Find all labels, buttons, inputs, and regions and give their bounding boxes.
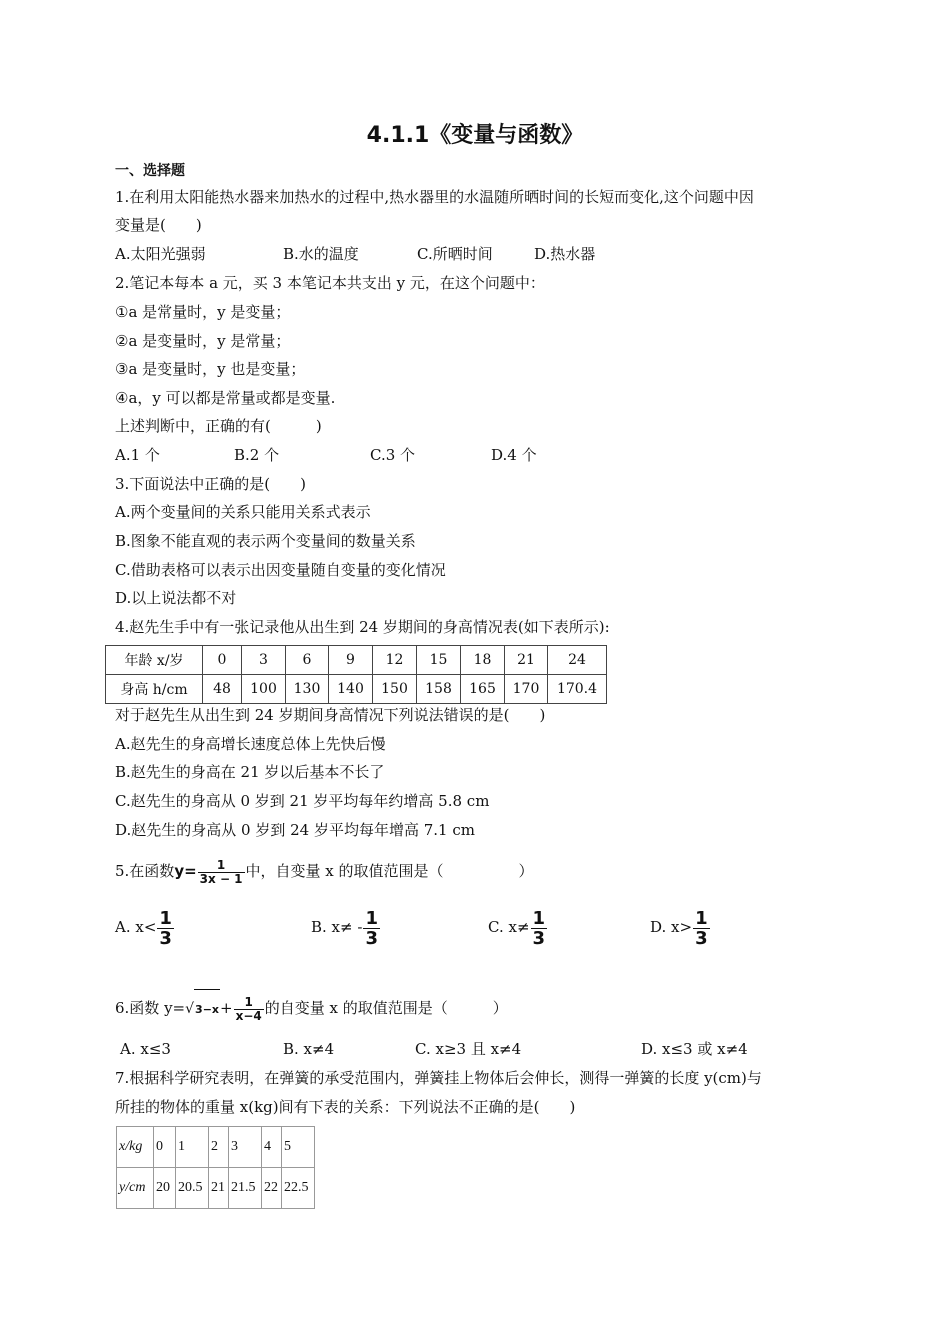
q2-item-2: ②a 是变量时，y 是常量；	[115, 332, 291, 350]
sqrt-icon: √	[185, 1001, 195, 1017]
table-cell: 48	[203, 675, 242, 704]
table-cell: 21	[505, 646, 548, 675]
q2-option-d: D.4 个	[491, 446, 537, 464]
table-header-cell: y/cm	[117, 1168, 154, 1209]
one-third-fraction: $\frac{1}{3}$	[159, 907, 172, 949]
one-third-fraction: $\frac{1}{3}$	[695, 907, 708, 949]
table-cell: 1	[176, 1127, 209, 1168]
table-cell: 15	[417, 646, 461, 675]
table-row	[106, 675, 607, 704]
q4-option-b: B.赵先生的身高在 21 岁以后基本不长了	[115, 763, 385, 781]
table-cell: 12	[373, 646, 417, 675]
q7-stem-line2: 所挂的物体的重量 x(kg)间有下表的关系：下列说法不正确的是( )	[115, 1098, 576, 1116]
q1-option-b: B.水的温度	[283, 245, 359, 263]
table-cell: 130	[286, 675, 329, 704]
height-table	[105, 645, 607, 704]
q5-function-fraction: $\frac{1}{3x - 1}$	[199, 857, 243, 886]
q2-option-b: B.2 个	[234, 446, 280, 464]
table-header-cell: 年龄 x/岁	[106, 646, 203, 675]
table-row	[117, 1127, 315, 1168]
section-heading: 一、选择题	[115, 163, 185, 179]
q5-stem	[115, 852, 534, 890]
table-cell: 24	[548, 646, 607, 675]
q2-item-4: ④a，y 可以都是常量或都是变量.	[115, 389, 336, 407]
table-row	[106, 646, 607, 675]
table-cell: 21.5	[229, 1168, 262, 1209]
one-third-fraction: $\frac{1}{3}$	[532, 907, 546, 949]
table-cell: 2	[209, 1127, 229, 1168]
table-cell: 21	[209, 1168, 229, 1209]
table-cell: 158	[417, 675, 461, 704]
q1-option-a: A.太阳光强弱	[115, 245, 206, 263]
spring-table	[116, 1126, 315, 1209]
q6-option-b: B. x≠4	[283, 1040, 335, 1058]
q6-suffix: 的自变量 x 的取值范围是（ ）	[264, 999, 508, 1017]
table-cell: 3	[229, 1127, 262, 1168]
q2-item-3: ③a 是变量时，y 也是变量；	[115, 360, 306, 378]
table-cell: 0	[154, 1127, 176, 1168]
q3-option-b: B.图象不能直观的表示两个变量间的数量关系	[115, 532, 416, 550]
q5-option-a: A. x< $\frac{1}{3}$	[115, 907, 172, 949]
q6-option-a: A. x≤3	[120, 1040, 171, 1058]
q1-stem-line2: 变量是( )	[115, 216, 202, 234]
q2-option-c: C.3 个	[370, 446, 416, 464]
q5-option-c: C. x≠ $\frac{1}{3}$	[488, 907, 546, 949]
q5-option-d: D. x> $\frac{1}{3}$	[650, 907, 708, 949]
table-cell: 18	[461, 646, 505, 675]
q6-prefix: 6.函数 y=	[115, 999, 186, 1017]
q1-option-d: D.热水器	[534, 245, 596, 263]
q6-fraction: $\frac{1}{x-4}$	[235, 994, 262, 1023]
table-header-cell: x/kg	[117, 1127, 154, 1168]
q4-option-a: A.赵先生的身高增长速度总体上先快后慢	[115, 735, 386, 753]
q4-question: 对于赵先生从出生到 24 岁期间身高情况下列说法错误的是( )	[115, 706, 546, 724]
q7-stem-line1: 7.根据科学研究表明，在弹簧的承受范围内，弹簧挂上物体后会伸长，测得一弹簧的长度 y(cm)与	[115, 1069, 762, 1087]
q2-item-1: ①a 是常量时，y 是变量；	[115, 303, 291, 321]
q2-option-a: A.1 个	[115, 446, 160, 464]
q6-option-c: C. x≥3 且 x≠4	[415, 1040, 522, 1058]
q6-sqrt-arg: 3−x	[194, 989, 220, 1030]
table-header-cell: 身高 h/cm	[106, 675, 203, 704]
q3-option-d: D.以上说法都不对	[115, 589, 237, 607]
table-cell: 100	[242, 675, 286, 704]
q6-stem: 6.函数 y=√3−x+ $\frac{1}{x-4}$ 的自变量 x 的取值范围是（ ）	[115, 988, 508, 1028]
table-cell: 5	[282, 1127, 315, 1168]
table-cell: 20	[154, 1168, 176, 1209]
q5-option-b: B. x≠ - $\frac{1}{3}$	[311, 907, 378, 949]
q6-option-d: D. x≤3 或 x≠4	[641, 1040, 748, 1058]
one-third-fraction: $\frac{1}{3}$	[365, 907, 378, 949]
q4-stem: 4.赵先生手中有一张记录他从出生到 24 岁期间的身高情况表(如下表所示):	[115, 618, 610, 636]
table-cell: 170.4	[548, 675, 607, 704]
table-cell: 170	[505, 675, 548, 704]
table-row	[117, 1168, 315, 1209]
table-cell: 4	[262, 1127, 282, 1168]
page-title: 4.1.1《变量与函数》	[366, 123, 584, 148]
table-cell: 150	[373, 675, 417, 704]
table-cell: 165	[461, 675, 505, 704]
q5-prefix: 5.在函数	[115, 862, 175, 880]
table-cell: 22	[262, 1168, 282, 1209]
q4-option-d: D.赵先生的身高从 0 岁到 24 岁平均每年增高 7.1 cm	[115, 821, 475, 839]
q1-stem-line1: 1.在利用太阳能热水器来加热水的过程中,热水器里的水温随所晒时间的长短而变化,这个问题中因	[115, 188, 754, 206]
q3-stem: 3.下面说法中正确的是( )	[115, 475, 307, 493]
table-cell: 6	[286, 646, 329, 675]
table-cell: 3	[242, 646, 286, 675]
q3-option-a: A.两个变量间的关系只能用关系式表示	[115, 503, 371, 521]
q2-question: 上述判断中，正确的有( )	[115, 417, 322, 435]
q2-stem: 2.笔记本每本 a 元，买 3 本笔记本共支出 y 元，在这个问题中：	[115, 274, 545, 292]
q5-suffix: 中，自变量 x 的取值范围是（ ）	[245, 862, 534, 880]
table-cell: 22.5	[282, 1168, 315, 1209]
q4-option-c: C.赵先生的身高从 0 岁到 21 岁平均每年约增高 5.8 cm	[115, 792, 490, 810]
q5-function-lhs: y=	[174, 862, 197, 880]
table-cell: 140	[329, 675, 373, 704]
table-cell: 9	[329, 646, 373, 675]
table-cell: 20.5	[176, 1168, 209, 1209]
table-cell: 0	[203, 646, 242, 675]
q1-option-c: C.所晒时间	[417, 245, 493, 263]
q3-option-c: C.借助表格可以表示出因变量随自变量的变化情况	[115, 561, 446, 579]
